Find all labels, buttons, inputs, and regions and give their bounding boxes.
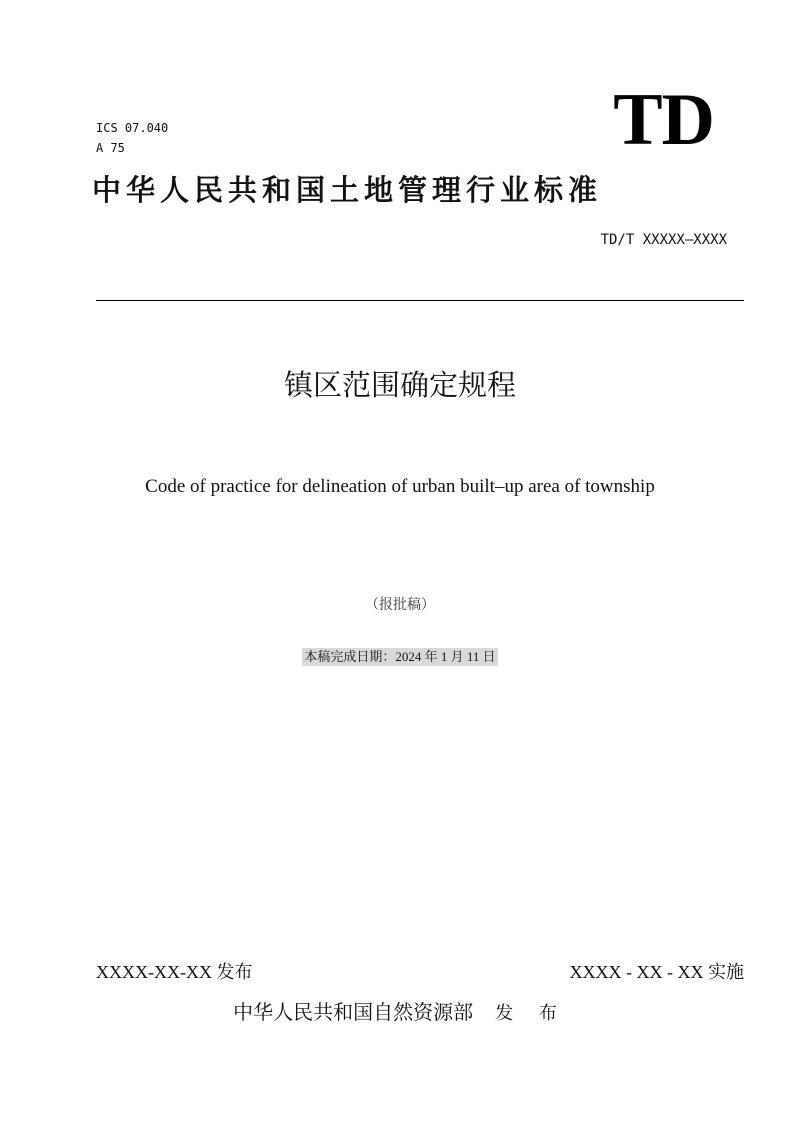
implementation-date: XXXX - XX - XX 实施 [569, 962, 744, 982]
completion-date: 本稿完成日期：2024 年 1 月 11 日 [304, 649, 496, 664]
draft-status: （报批稿） [365, 597, 435, 613]
document-title-chinese: 镇区范围确定规程 [283, 368, 516, 402]
standard-category-title: 中华人民共和国土地管理行业标准 [92, 173, 603, 207]
document-title-english: Code of practice for delineation of urban built–up area of township [145, 476, 655, 497]
td-logo: TD [613, 79, 714, 161]
issuer-line [0, 996, 800, 1025]
classification-code: A 75 [96, 141, 125, 155]
standard-number: TD/T XXXXX—XXXX [600, 232, 727, 248]
issuer-name: 中华人民共和国自然资源部 [233, 1000, 474, 1024]
publish-date: XXXX-XX-XX 发布 [96, 962, 253, 982]
ics-code: ICS 07.040 [96, 121, 169, 135]
issue-word: 发 布 [495, 1003, 567, 1024]
header-divider [96, 300, 744, 301]
standard-codes [96, 118, 168, 158]
completion-date-row [0, 646, 800, 666]
